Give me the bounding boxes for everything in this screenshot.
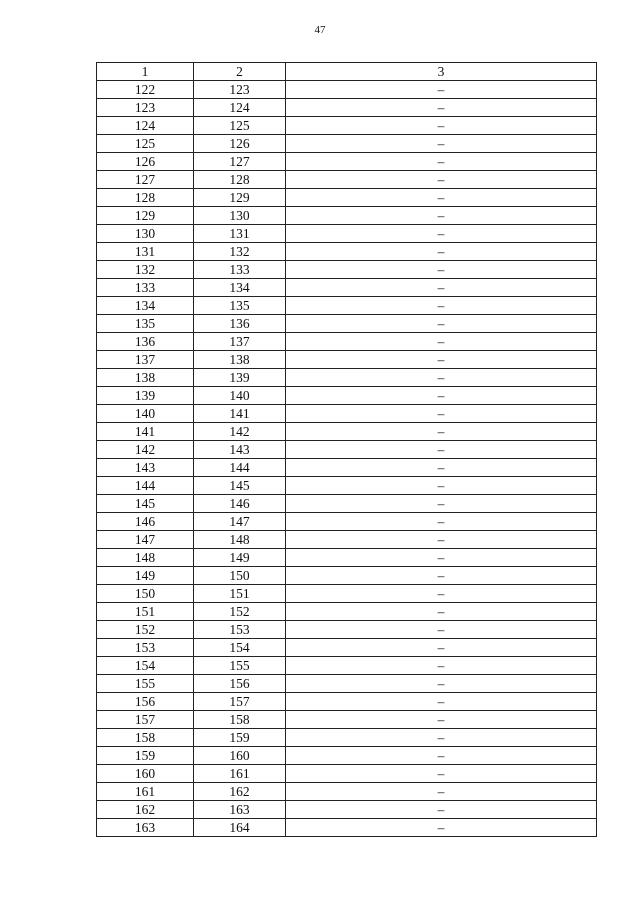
table-row bbox=[97, 99, 597, 117]
table-cell-col-3: – bbox=[286, 279, 597, 297]
table-cell-col-1: 129 bbox=[97, 207, 194, 225]
table-cell-col-2: 135 bbox=[194, 297, 286, 315]
table-row bbox=[97, 459, 597, 477]
table-cell-col-2: 157 bbox=[194, 693, 286, 711]
table-cell-col-1: 139 bbox=[97, 387, 194, 405]
table-row bbox=[97, 135, 597, 153]
table-cell-col-1: 160 bbox=[97, 765, 194, 783]
table-cell-col-3: – bbox=[286, 603, 597, 621]
table-cell-col-3: – bbox=[286, 693, 597, 711]
table-row bbox=[97, 711, 597, 729]
table-cell-col-2: 138 bbox=[194, 351, 286, 369]
table-cell-col-1: 128 bbox=[97, 189, 194, 207]
table-cell-col-1: 161 bbox=[97, 783, 194, 801]
table-cell-col-3: – bbox=[286, 207, 597, 225]
table-row bbox=[97, 297, 597, 315]
table-cell-col-3: – bbox=[286, 297, 597, 315]
table-cell-col-1: 133 bbox=[97, 279, 194, 297]
table-cell-col-2: 152 bbox=[194, 603, 286, 621]
table-cell-col-3: – bbox=[286, 567, 597, 585]
table-row bbox=[97, 675, 597, 693]
table-cell-col-1: 155 bbox=[97, 675, 194, 693]
table-cell-col-1: 149 bbox=[97, 567, 194, 585]
table-cell-col-1: 154 bbox=[97, 657, 194, 675]
table-row bbox=[97, 369, 597, 387]
table-cell-col-3: – bbox=[286, 99, 597, 117]
table-cell-col-3: – bbox=[286, 711, 597, 729]
table-cell-col-1: 134 bbox=[97, 297, 194, 315]
table-row bbox=[97, 513, 597, 531]
table-row bbox=[97, 729, 597, 747]
table-cell-col-2: 159 bbox=[194, 729, 286, 747]
table-cell-col-2: 124 bbox=[194, 99, 286, 117]
table-cell-col-1: 150 bbox=[97, 585, 194, 603]
table-cell-col-1: 152 bbox=[97, 621, 194, 639]
table-row bbox=[97, 81, 597, 99]
table-cell-col-1: 151 bbox=[97, 603, 194, 621]
column-header-1: 1 bbox=[97, 63, 194, 81]
table-cell-col-2: 139 bbox=[194, 369, 286, 387]
table-cell-col-3: – bbox=[286, 351, 597, 369]
column-header-2: 2 bbox=[194, 63, 286, 81]
table-cell-col-2: 145 bbox=[194, 477, 286, 495]
table-cell-col-2: 143 bbox=[194, 441, 286, 459]
table-cell-col-3: – bbox=[286, 531, 597, 549]
table-row bbox=[97, 153, 597, 171]
table-row bbox=[97, 657, 597, 675]
table-cell-col-2: 151 bbox=[194, 585, 286, 603]
table-cell-col-3: – bbox=[286, 135, 597, 153]
table-cell-col-3: – bbox=[286, 261, 597, 279]
page-number: 47 bbox=[314, 24, 326, 36]
table-cell-col-2: 129 bbox=[194, 189, 286, 207]
table-cell-col-1: 158 bbox=[97, 729, 194, 747]
table-cell-col-2: 161 bbox=[194, 765, 286, 783]
table-row bbox=[97, 117, 597, 135]
table-cell-col-1: 163 bbox=[97, 819, 194, 837]
table-cell-col-3: – bbox=[286, 459, 597, 477]
table-cell-col-3: – bbox=[286, 783, 597, 801]
table-cell-col-1: 127 bbox=[97, 171, 194, 189]
table-cell-col-3: – bbox=[286, 441, 597, 459]
table-cell-col-1: 162 bbox=[97, 801, 194, 819]
table-cell-col-2: 132 bbox=[194, 243, 286, 261]
table-cell-col-3: – bbox=[286, 819, 597, 837]
table-cell-col-1: 126 bbox=[97, 153, 194, 171]
table-cell-col-1: 137 bbox=[97, 351, 194, 369]
table-cell-col-3: – bbox=[286, 171, 597, 189]
table-cell-col-2: 130 bbox=[194, 207, 286, 225]
table-cell-col-1: 156 bbox=[97, 693, 194, 711]
table-cell-col-3: – bbox=[286, 333, 597, 351]
table-cell-col-1: 123 bbox=[97, 99, 194, 117]
table-row bbox=[97, 639, 597, 657]
table-cell-col-1: 153 bbox=[97, 639, 194, 657]
table-cell-col-2: 137 bbox=[194, 333, 286, 351]
table-row bbox=[97, 315, 597, 333]
table-row bbox=[97, 351, 597, 369]
table-cell-col-1: 131 bbox=[97, 243, 194, 261]
table-cell-col-1: 146 bbox=[97, 513, 194, 531]
table-cell-col-3: – bbox=[286, 765, 597, 783]
table-cell-col-2: 123 bbox=[194, 81, 286, 99]
table-cell-col-3: – bbox=[286, 423, 597, 441]
table-cell-col-1: 159 bbox=[97, 747, 194, 765]
table-cell-col-2: 136 bbox=[194, 315, 286, 333]
table-cell-col-2: 128 bbox=[194, 171, 286, 189]
table-row bbox=[97, 765, 597, 783]
table-cell-col-1: 140 bbox=[97, 405, 194, 423]
table-cell-col-2: 144 bbox=[194, 459, 286, 477]
table-cell-col-3: – bbox=[286, 81, 597, 99]
table-cell-col-2: 141 bbox=[194, 405, 286, 423]
table-cell-col-3: – bbox=[286, 801, 597, 819]
table-header-row bbox=[97, 63, 597, 81]
table-row bbox=[97, 693, 597, 711]
table-cell-col-1: 124 bbox=[97, 117, 194, 135]
table-cell-col-3: – bbox=[286, 585, 597, 603]
table-cell-col-1: 125 bbox=[97, 135, 194, 153]
table-row bbox=[97, 549, 597, 567]
table-cell-col-2: 155 bbox=[194, 657, 286, 675]
table-row bbox=[97, 585, 597, 603]
table-row bbox=[97, 747, 597, 765]
table-cell-col-2: 150 bbox=[194, 567, 286, 585]
table-cell-col-3: – bbox=[286, 495, 597, 513]
table-cell-col-3: – bbox=[286, 549, 597, 567]
table-cell-col-3: – bbox=[286, 243, 597, 261]
table-cell-col-1: 143 bbox=[97, 459, 194, 477]
column-header-3: 3 bbox=[286, 63, 597, 81]
table-cell-col-3: – bbox=[286, 477, 597, 495]
table-row bbox=[97, 189, 597, 207]
table-row bbox=[97, 819, 597, 837]
table-cell-col-3: – bbox=[286, 405, 597, 423]
table-cell-col-3: – bbox=[286, 621, 597, 639]
table-cell-col-3: – bbox=[286, 369, 597, 387]
table-row bbox=[97, 801, 597, 819]
table-cell-col-2: 164 bbox=[194, 819, 286, 837]
table-cell-col-3: – bbox=[286, 747, 597, 765]
table-cell-col-2: 149 bbox=[194, 549, 286, 567]
table-cell-col-1: 132 bbox=[97, 261, 194, 279]
table-body bbox=[97, 81, 597, 837]
table-cell-col-2: 142 bbox=[194, 423, 286, 441]
table-cell-col-2: 153 bbox=[194, 621, 286, 639]
table-row bbox=[97, 207, 597, 225]
data-table bbox=[96, 62, 597, 837]
table-cell-col-1: 138 bbox=[97, 369, 194, 387]
table-cell-col-1: 130 bbox=[97, 225, 194, 243]
table-cell-col-3: – bbox=[286, 657, 597, 675]
table-header bbox=[97, 63, 597, 81]
table-cell-col-3: – bbox=[286, 639, 597, 657]
table-cell-col-3: – bbox=[286, 225, 597, 243]
table-cell-col-1: 148 bbox=[97, 549, 194, 567]
table-row bbox=[97, 495, 597, 513]
table-row bbox=[97, 621, 597, 639]
table-cell-col-2: 160 bbox=[194, 747, 286, 765]
table-cell-col-1: 147 bbox=[97, 531, 194, 549]
table-cell-col-3: – bbox=[286, 675, 597, 693]
table-cell-col-2: 134 bbox=[194, 279, 286, 297]
table-cell-col-3: – bbox=[286, 729, 597, 747]
table-cell-col-2: 163 bbox=[194, 801, 286, 819]
table-cell-col-1: 144 bbox=[97, 477, 194, 495]
table-row bbox=[97, 261, 597, 279]
table-cell-col-3: – bbox=[286, 117, 597, 135]
table-cell-col-2: 125 bbox=[194, 117, 286, 135]
table-cell-col-1: 136 bbox=[97, 333, 194, 351]
table-cell-col-1: 157 bbox=[97, 711, 194, 729]
table-cell-col-2: 127 bbox=[194, 153, 286, 171]
table-cell-col-2: 146 bbox=[194, 495, 286, 513]
table-row bbox=[97, 531, 597, 549]
table-row bbox=[97, 225, 597, 243]
table-cell-col-1: 142 bbox=[97, 441, 194, 459]
table-cell-col-2: 158 bbox=[194, 711, 286, 729]
table-row bbox=[97, 567, 597, 585]
table-cell-col-1: 145 bbox=[97, 495, 194, 513]
table-cell-col-2: 131 bbox=[194, 225, 286, 243]
table-cell-col-3: – bbox=[286, 513, 597, 531]
table-cell-col-3: – bbox=[286, 387, 597, 405]
table-row bbox=[97, 387, 597, 405]
table-cell-col-1: 135 bbox=[97, 315, 194, 333]
table-row bbox=[97, 171, 597, 189]
table-cell-col-2: 156 bbox=[194, 675, 286, 693]
table-row bbox=[97, 423, 597, 441]
table-row bbox=[97, 243, 597, 261]
table-cell-col-2: 133 bbox=[194, 261, 286, 279]
table-cell-col-2: 147 bbox=[194, 513, 286, 531]
table-cell-col-3: – bbox=[286, 189, 597, 207]
table-cell-col-3: – bbox=[286, 153, 597, 171]
table-row bbox=[97, 405, 597, 423]
table-row bbox=[97, 603, 597, 621]
table-cell-col-2: 154 bbox=[194, 639, 286, 657]
table-cell-col-2: 126 bbox=[194, 135, 286, 153]
table-cell-col-3: – bbox=[286, 315, 597, 333]
table-row bbox=[97, 477, 597, 495]
table-cell-col-2: 148 bbox=[194, 531, 286, 549]
table-cell-col-2: 162 bbox=[194, 783, 286, 801]
table-row bbox=[97, 783, 597, 801]
table-row bbox=[97, 279, 597, 297]
table-row bbox=[97, 333, 597, 351]
table-cell-col-1: 122 bbox=[97, 81, 194, 99]
table-row bbox=[97, 441, 597, 459]
table-cell-col-2: 140 bbox=[194, 387, 286, 405]
table-cell-col-1: 141 bbox=[97, 423, 194, 441]
